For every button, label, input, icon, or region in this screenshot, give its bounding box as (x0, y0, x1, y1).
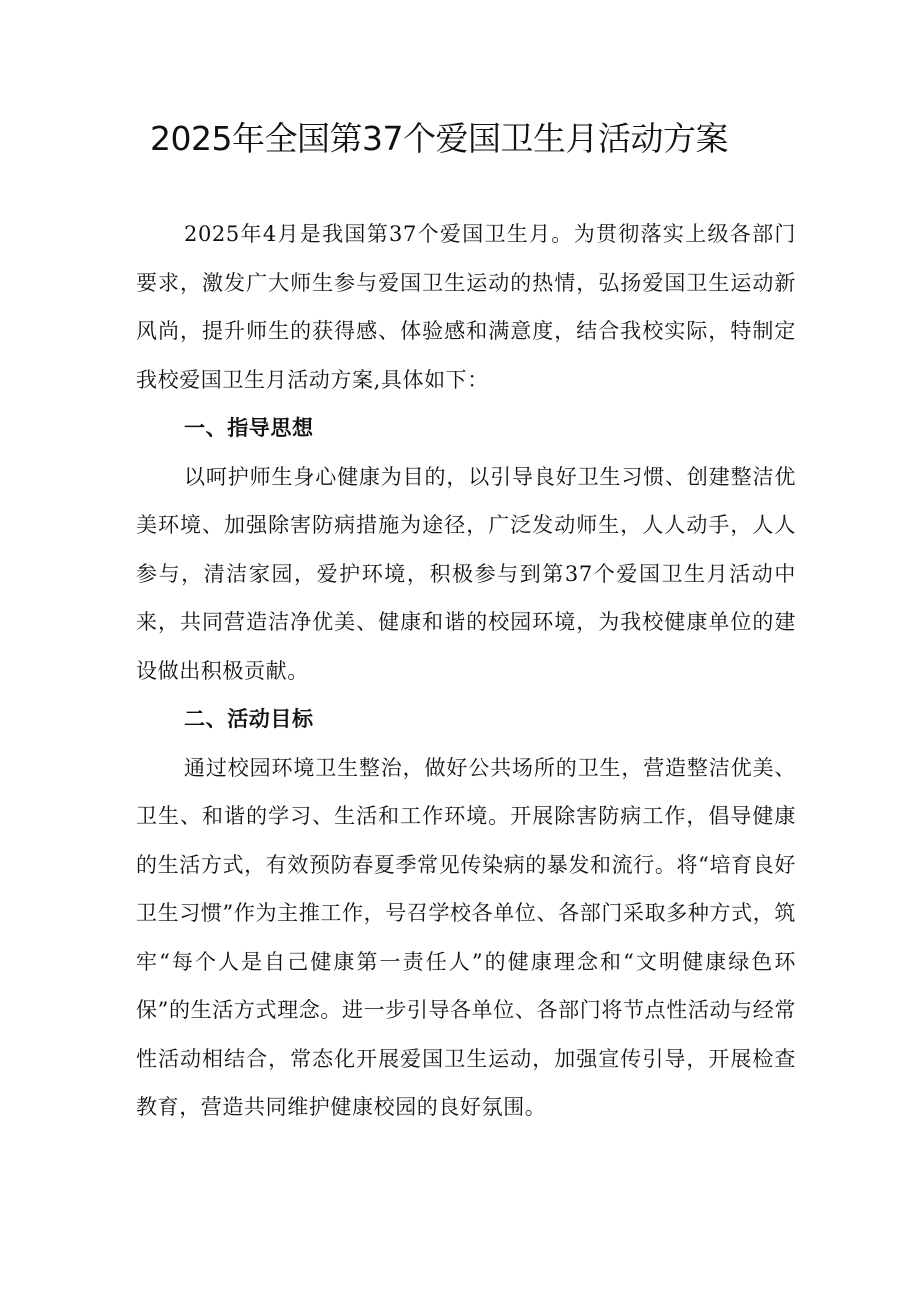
document-body (136, 210, 796, 1132)
intro-paragraph: 2025年4月是我国第37个爱国卫生月。为贯彻落实上级各部门要求，激发广大师生参与爱国卫生运动的热情，弘扬爱国卫生运动新风尚，提升师生的获得感、体验感和满意度，结合我校实际，特制定我校爱国卫生月活动方案,具体如下： (136, 222, 796, 392)
document-title: 2025年全国第37个爱国卫生月活动方案 (150, 119, 728, 158)
section-body-guiding-ideology: 以呵护师生身心健康为目的，以引导良好卫生习惯、创建整洁优美环境、加强除害防病措施为途径，广泛发动师生，人人动手，人人参与，清洁家园，爱护环境，积极参与到第37个爱国卫生月活动中来，共同营造洁净优美、健康和谐的校园环境，为我校健康单位的建设做出积极贡献。 (136, 464, 796, 683)
section-heading-activity-goals: 二、活动目标 (184, 707, 314, 731)
section-body-activity-goals: 通过校园环境卫生整治，做好公共场所的卫生，营造整洁优美、卫生、和谐的学习、生活和工作环境。开展除害防病工作，倡导健康的生活方式，有效预防春夏季常见传染病的暴发和流行。将“培育良好卫生习惯”作为主推工作，号召学校各单位、各部门采取多种方式，筑牢“每个人是自己健康第一责任人”的健康理念和“文明健康绿色环保”的生活方式理念。进一步引导各单位、各部门将节点性活动与经常性活动相结合，常态化开展爱国卫生运动，加强宣传引导，开展检查教育，营造共同维护健康校园的良好氛围。 (136, 755, 796, 1119)
section-heading-guiding-ideology: 一、指导思想 (184, 416, 314, 440)
